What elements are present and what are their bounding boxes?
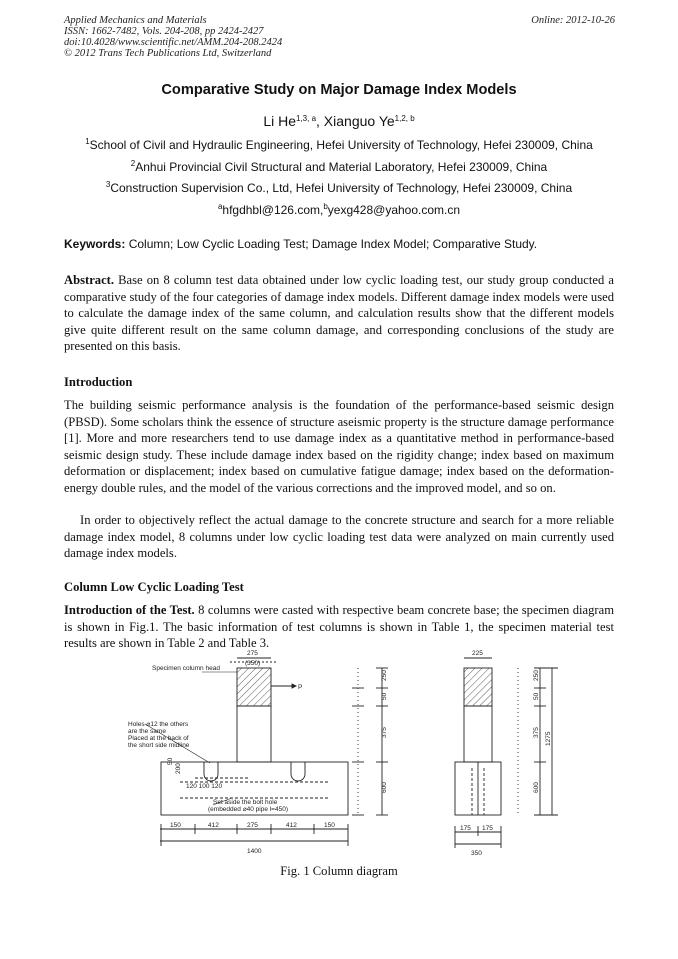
journal-name: Applied Mechanics and Materials xyxy=(64,15,207,26)
affiliation-1: $^1$School of Civil and Hydraulic Engineering, Hefei University of Technology, Hefei 230009, China xyxy=(85,137,593,152)
author-name: Xianguo Ye xyxy=(323,113,395,129)
section-heading: Column Low Cyclic Loading Test xyxy=(64,580,244,594)
keywords xyxy=(64,237,537,251)
dim-label: 412 xyxy=(208,822,219,829)
dim-label: 350 xyxy=(471,850,482,857)
abstract-text: Base on 8 column test data obtained under low cyclic loading test, our study group conducted a comparative study of the four categories of damage index models. Different damage index models were used to calculate the damage index of the same column, and calculation results show that the different models give quite different result on the same column damage, and corresponding conclusions of the study are presented on this basis. xyxy=(64,273,614,354)
load-label: P xyxy=(298,684,303,691)
holes-note: Holes ⌀12 the others xyxy=(128,721,189,728)
dim-label: 50 xyxy=(533,692,540,700)
dim-label: 275 xyxy=(247,822,258,829)
holes-note: Placed at the back of xyxy=(128,735,189,742)
authors: Li He$^{1,3, a}$, Xianguo Ye$^{1,2, b}$ xyxy=(263,113,415,129)
dim-label: 150 xyxy=(324,822,335,829)
dim-label: 250 xyxy=(381,670,388,681)
introduction-heading: Introduction xyxy=(64,375,133,389)
dim-label: 200 xyxy=(175,763,182,774)
front-view xyxy=(145,658,388,846)
side-column-shaft xyxy=(464,706,492,762)
affiliation-3: $^3$Construction Supervision Co., Ltd, Hefei University of Technology, Hefei 230009, China xyxy=(105,180,573,195)
issn: ISSN: 1662-7482, Vols. 204-208, pp 2424-2427 xyxy=(64,26,264,37)
dim-label: 250 xyxy=(533,670,540,681)
journal-meta xyxy=(64,15,282,59)
dim-label: 412 xyxy=(286,822,297,829)
dim-label: 50 xyxy=(381,692,388,700)
copyright: © 2012 Trans Tech Publications Ltd, Switzerland xyxy=(64,48,272,59)
author-name: Li He xyxy=(263,113,296,129)
dim-label: 375 xyxy=(533,727,540,738)
specimen-head-label: Specimen column head xyxy=(152,665,220,672)
abstract-label: Abstract. xyxy=(64,273,115,287)
online-date: Online: 2012-10-26 xyxy=(531,15,615,26)
dim-label: 50 xyxy=(167,757,174,765)
introduction-paragraph-1: The building seismic performance analysis is the foundation of the performance-based seismic design (PBSD). Some scholars think the essence of structure aseismic property is the structure damage performance [1]. More and more researchers tend to use damage index as a quantitative method in performance-based seismic design study. These include damage index based on the rigidity change; index based on maximum deformation or displacement; index based on cumulative fatigue damage; index based on the deformation-energy double rules, and the model of the various corrections and the improved model, and so on. xyxy=(64,398,614,495)
dim-label: 600 xyxy=(381,782,388,793)
dim-label: 175 xyxy=(482,825,493,832)
paper-title: Comparative Study on Major Damage Index Models xyxy=(161,82,517,98)
dim-label: 225 xyxy=(472,650,483,657)
spacing-label: 120 100 120 xyxy=(186,783,223,790)
figure-caption: Fig. 1 Column diagram xyxy=(280,864,398,878)
emails: $^a$hfgdhbl@126.com,$^b$yexg428@yahoo.com.cn xyxy=(217,202,461,217)
dim-label: 375 xyxy=(381,727,388,738)
column-shaft xyxy=(237,706,271,762)
dim-label: 175 xyxy=(460,825,471,832)
doi: doi:10.4028/www.scientific.net/AMM.204-208.2424 xyxy=(64,37,283,48)
side-column-head xyxy=(464,668,492,706)
author-sup: 1,3, a xyxy=(296,114,317,123)
email-link[interactable]: yexg428@yahoo.com.cn xyxy=(327,203,461,217)
subheading: Introduction of the Test. xyxy=(64,603,195,617)
test-intro-text: 8 columns were casted with respective beam concrete base; the specimen diagram is shown in Fig.1. The basic information of test columns is shown in Table 1, the specimen material test results are shown in Table 2 and Table 3. xyxy=(64,603,615,651)
holes-note: the short side midline xyxy=(128,742,190,749)
introduction-paragraph-2: In order to objectively reflect the actual damage to the concrete structure and search for a more reliable damage index model, 8 columns under low cyclic loading test data were analyzed on main currently used damage index models. xyxy=(64,513,614,561)
column-diagram xyxy=(120,648,580,860)
email-link[interactable]: hfgdhbl@126.com, xyxy=(222,203,324,217)
side-view xyxy=(455,658,558,848)
holes-note: are the same xyxy=(128,728,166,735)
affiliation-2: $^2$Anhui Provincial Civil Structural and Material Laboratory, Hefei 230009, China xyxy=(130,159,548,174)
keywords-text: Column; Low Cyclic Loading Test; Damage Index Model; Comparative Study. xyxy=(128,237,538,251)
test-intro-paragraph xyxy=(64,602,614,652)
bolt-note: Set aside the bolt hole xyxy=(213,799,278,806)
author-sup: 1,2, b xyxy=(394,114,415,123)
keywords-label: Keywords: xyxy=(64,237,126,251)
column-head xyxy=(237,668,271,706)
dim-label: 1400 xyxy=(247,848,262,855)
dim-label: 275 xyxy=(247,650,258,657)
abstract xyxy=(64,272,614,355)
dim-label: 600 xyxy=(533,782,540,793)
dim-label: 150 xyxy=(170,822,181,829)
dim-label: 1275 xyxy=(545,731,552,746)
bolt-hole-right xyxy=(291,762,305,781)
bolt-note: (embedded ⌀40 pipe l=450) xyxy=(208,806,288,813)
dim-label: (350) xyxy=(245,660,261,667)
